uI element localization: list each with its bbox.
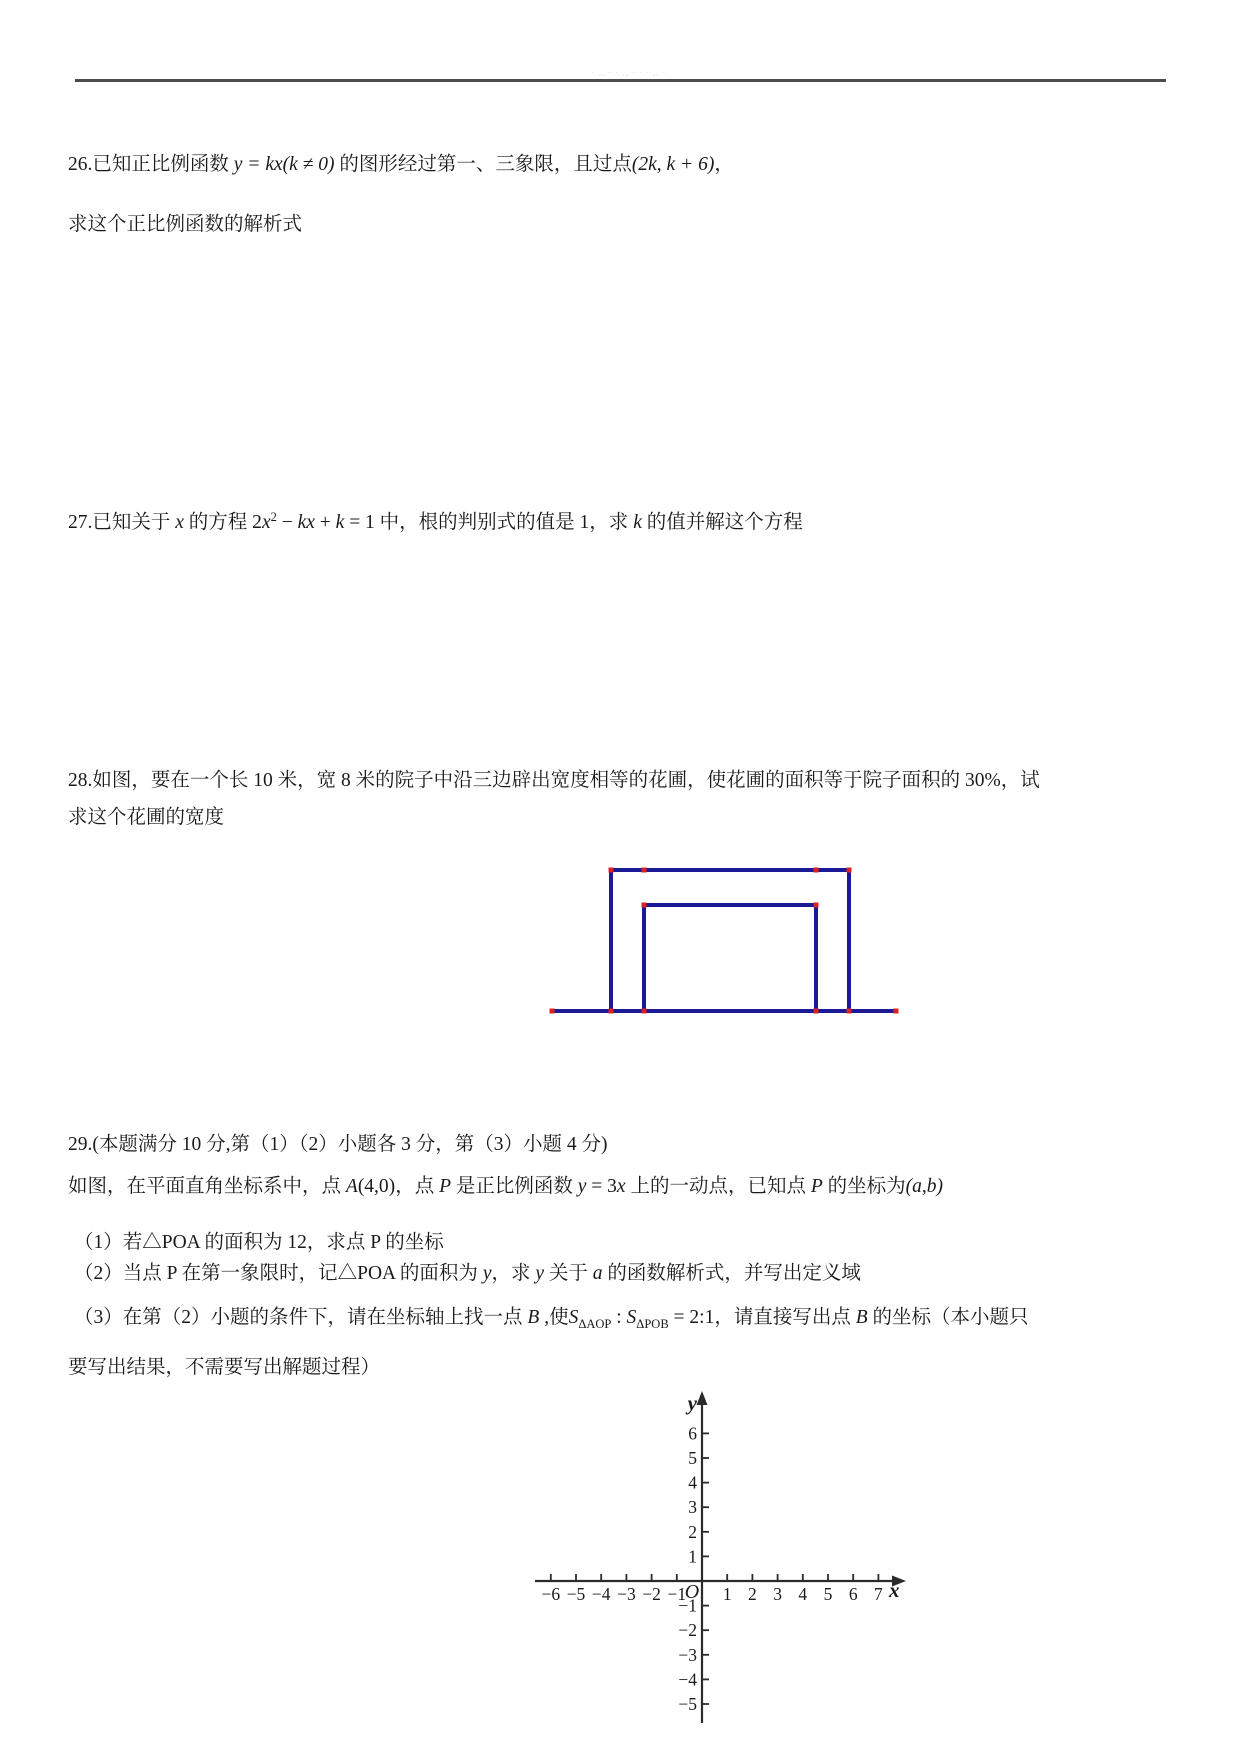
corner-dot (814, 903, 819, 908)
math-expr: y = kx(k ≠ 0) (233, 154, 335, 175)
corner-dot (609, 868, 614, 873)
text-run: 的坐标（本小题只 (867, 1307, 1029, 1328)
text-run: ， (714, 154, 734, 175)
text-run: 是正比例函数 (451, 1176, 578, 1197)
coordinate-grid (515, 1385, 925, 1740)
x-tick-label: 2 (748, 1584, 757, 1604)
corner-dot (894, 1009, 899, 1014)
origin-label: O (684, 1581, 700, 1603)
y-tick-label: −4 (678, 1669, 697, 1690)
text-run: ，求 (491, 1263, 536, 1284)
corner-dot (847, 868, 852, 873)
y-tick-label: 1 (688, 1546, 697, 1567)
text-run: 的坐标为 (822, 1176, 906, 1197)
text-run: 的值并解这个方程 (641, 512, 803, 533)
text-run: : (611, 1307, 627, 1328)
math-expr: S (626, 1307, 637, 1328)
text-run: 的函数解析式，并写出定义域 (602, 1263, 861, 1284)
y-tick-label: −3 (678, 1644, 697, 1665)
problem-29-intro (68, 1172, 943, 1202)
text-run: （3）在第（2）小题的条件下，请在坐标轴上找一点 (74, 1307, 528, 1328)
corner-dot (642, 903, 647, 908)
problem-27 (68, 508, 803, 539)
math-expr: B (855, 1307, 868, 1328)
y-tick-label: −2 (678, 1620, 697, 1641)
math-expr: P (810, 1176, 823, 1197)
x-tick-label: 7 (874, 1584, 883, 1604)
text-run: = 2:1，请直接写出点 (668, 1307, 856, 1328)
y-tick-label: 2 (688, 1521, 697, 1542)
problem-26-line2 (68, 210, 302, 240)
text-run: 求这个正比例函数的解析式 (68, 214, 303, 235)
text-run: 28.如图，要在一个长 10 米，宽 8 米的院子中沿三边辟出宽度相等的花圃，使花圃的面积等于院子面积的 30%，试 (68, 770, 1040, 791)
text-run: 关于 (544, 1263, 593, 1284)
y-tick-label: 5 (688, 1448, 697, 1468)
problem-28-line1 (68, 766, 1040, 796)
x-tick-label: −5 (566, 1584, 586, 1604)
text-run: （1）若△POA 的面积为 12，求点 P 的坐标 (74, 1232, 444, 1253)
text-run: = 3 (586, 1176, 617, 1197)
x-tick-label: −3 (617, 1584, 636, 1604)
math-expr: x (616, 1176, 626, 1197)
y-tick-label: 4 (688, 1472, 697, 1493)
text-run: 求这个花圃的宽度 (68, 807, 225, 828)
problem-28-line2 (68, 803, 224, 833)
math-expr: y (577, 1176, 587, 1197)
subscript: ΔAOP (578, 1317, 612, 1331)
x-tick-label: −4 (591, 1584, 611, 1604)
yard-figure (545, 860, 905, 1020)
x-tick-label: 6 (848, 1584, 858, 1604)
text-run: 26.已知正比例函数 (68, 154, 234, 175)
x-axis-label: x (889, 1578, 900, 1602)
math-expr: x (261, 512, 271, 533)
text-run: ，点 (395, 1176, 440, 1197)
text-run: 27.已知关于 (68, 512, 176, 533)
x-tick-label: 5 (823, 1584, 833, 1604)
text-run: = 1 中，根的判别式的值是 1，求 (344, 512, 634, 533)
corner-dot (550, 1009, 555, 1014)
text-run: 上的一动点，已知点 (625, 1176, 811, 1197)
corner-dot (609, 1009, 614, 1014)
y-tick-label: 6 (688, 1423, 697, 1444)
y-axis-label: y (687, 1391, 697, 1415)
text-run: 的图形经过第一、三象限，且过点 (334, 154, 632, 175)
math-expr: y (482, 1263, 492, 1284)
math-expr: x (175, 512, 184, 533)
header-rule (75, 79, 1166, 82)
math-expr: A (345, 1176, 358, 1197)
corner-dot (642, 1009, 647, 1014)
problem-29-header (68, 1130, 608, 1160)
math-expr: S (568, 1307, 579, 1328)
subscript: ΔPOB (636, 1317, 669, 1331)
math-expr: k (633, 512, 642, 533)
x-tick-label: 4 (798, 1584, 808, 1604)
math-expr: a (592, 1263, 603, 1284)
math-expr: (a,b) (905, 1176, 944, 1197)
text-run: 的方程 2 (183, 512, 262, 533)
x-tick-label: −6 (541, 1584, 561, 1604)
math-expr: (2k, k + 6) (631, 154, 715, 175)
problem-29-q3-line2 (68, 1353, 380, 1383)
text-run: ,使 (539, 1307, 569, 1328)
text-run: + (314, 512, 336, 533)
math-expr: y (535, 1263, 545, 1284)
problem-29-q3-line1 (74, 1303, 1029, 1334)
text-run: (4,0) (357, 1176, 396, 1197)
text-run: 如图，在平面直角坐标系中，点 (68, 1176, 346, 1197)
text-run: 29.(本题满分 10 分,第（1）（2）小题各 3 分，第（3）小题 4 分) (68, 1134, 608, 1155)
y-tick-label: −5 (678, 1694, 697, 1714)
text-run: − (276, 512, 298, 533)
x-tick-label: 3 (773, 1584, 782, 1604)
corner-dot (814, 868, 819, 873)
math-expr: B (527, 1307, 540, 1328)
text-run: 要写出结果，不需要写出解题过程） (68, 1357, 381, 1378)
math-expr: P (439, 1176, 451, 1197)
corner-dot (847, 1009, 852, 1014)
corner-dot (814, 1009, 819, 1014)
corner-dot (642, 868, 647, 873)
exponent: 2 (270, 510, 277, 524)
x-tick-label: 1 (722, 1584, 732, 1604)
x-tick-label: −1 (667, 1584, 687, 1604)
math-expr: k (335, 512, 345, 533)
x-tick-label: −2 (642, 1584, 661, 1604)
y-axis-arrow (697, 1391, 708, 1405)
math-expr: kx (297, 512, 315, 533)
problem-29-q1 (74, 1228, 444, 1258)
y-tick-label: 3 (688, 1497, 697, 1518)
problem-29-q2 (74, 1259, 861, 1289)
text-run: （2）当点 P 在第一象限时，记△POA 的面积为 (74, 1263, 483, 1284)
faint-watermark: ·‥··‥···‥· (591, 67, 669, 79)
y-tick-label: −1 (678, 1595, 697, 1616)
problem-26-line1 (68, 150, 734, 180)
